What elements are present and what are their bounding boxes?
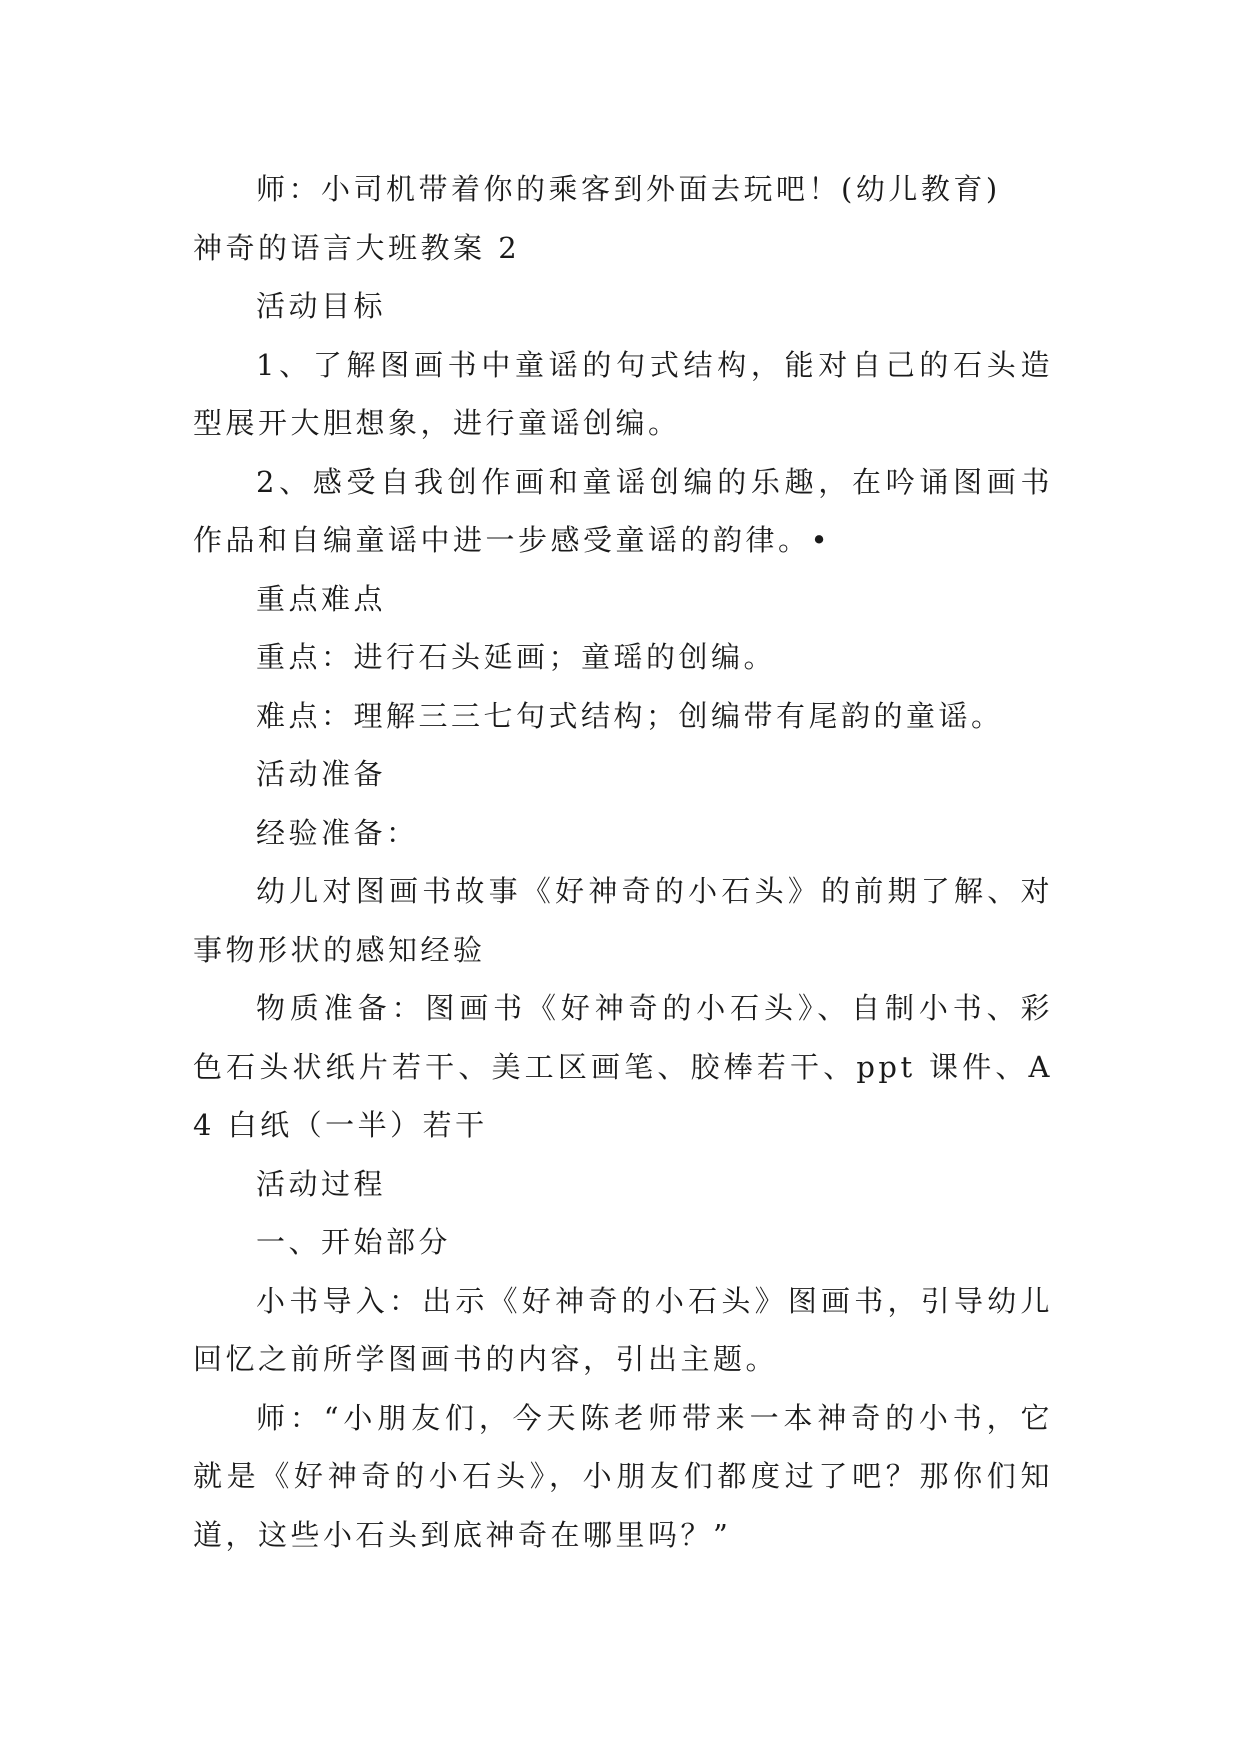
document-body [193,160,1053,1564]
process-intro-paragraph: 小书导入：出示《好神奇的小石头》图画书，引导幼儿回忆之前所学图画书的内容，引出主题。 [193,1283,1053,1376]
goal-item-2: 2、感受自我创作画和童谣创编的乐趣，在吟诵图画书作品和自编童谣中进一步感受童谣的韵律。• [193,464,1053,557]
difficult-point: 难点：理解三三七句式结构；创编带有尾韵的童谣。 [256,698,1004,733]
teacher-dialogue-paragraph: 师：“小朋友们，今天陈老师带来一本神奇的小书，它就是《好神奇的小石头》，小朋友们都度过了吧？那你们知道，这些小石头到底神奇在哪里吗？” [193,1400,1053,1552]
experience-preparation-label: 经验准备： [256,815,419,850]
process-step-heading-1: 一、开始部分 [256,1225,452,1259]
key-point: 重点：进行石头延画；童瑶的创编。 [256,640,777,674]
material-preparation: 物质准备：图画书《好神奇的小石头》、自制小书、彩色石头状纸片若干、美工区画笔、胶棒若干、ppt 课件、A4 白纸（一半）若干 [193,991,1053,1142]
lesson-title: 神奇的语言大班教案 2 [193,230,521,265]
section-heading-goals: 活动目标 [256,289,387,323]
goal-item-1: 1、了解图画书中童谣的句式结构，能对自己的石头造型展开大胆想象，进行童谣创编。 [193,347,1053,440]
section-heading-preparation: 活动准备 [256,757,387,791]
dialogue-paragraph: 师：小司机带着你的乘客到外面去玩吧！(幼儿教育) [256,172,1001,206]
experience-preparation-text: 幼儿对图画书故事《好神奇的小石头》的前期了解、对事物形状的感知经验 [193,874,1053,967]
section-heading-process: 活动过程 [256,1166,387,1201]
section-heading-key-points: 重点难点 [256,581,387,616]
